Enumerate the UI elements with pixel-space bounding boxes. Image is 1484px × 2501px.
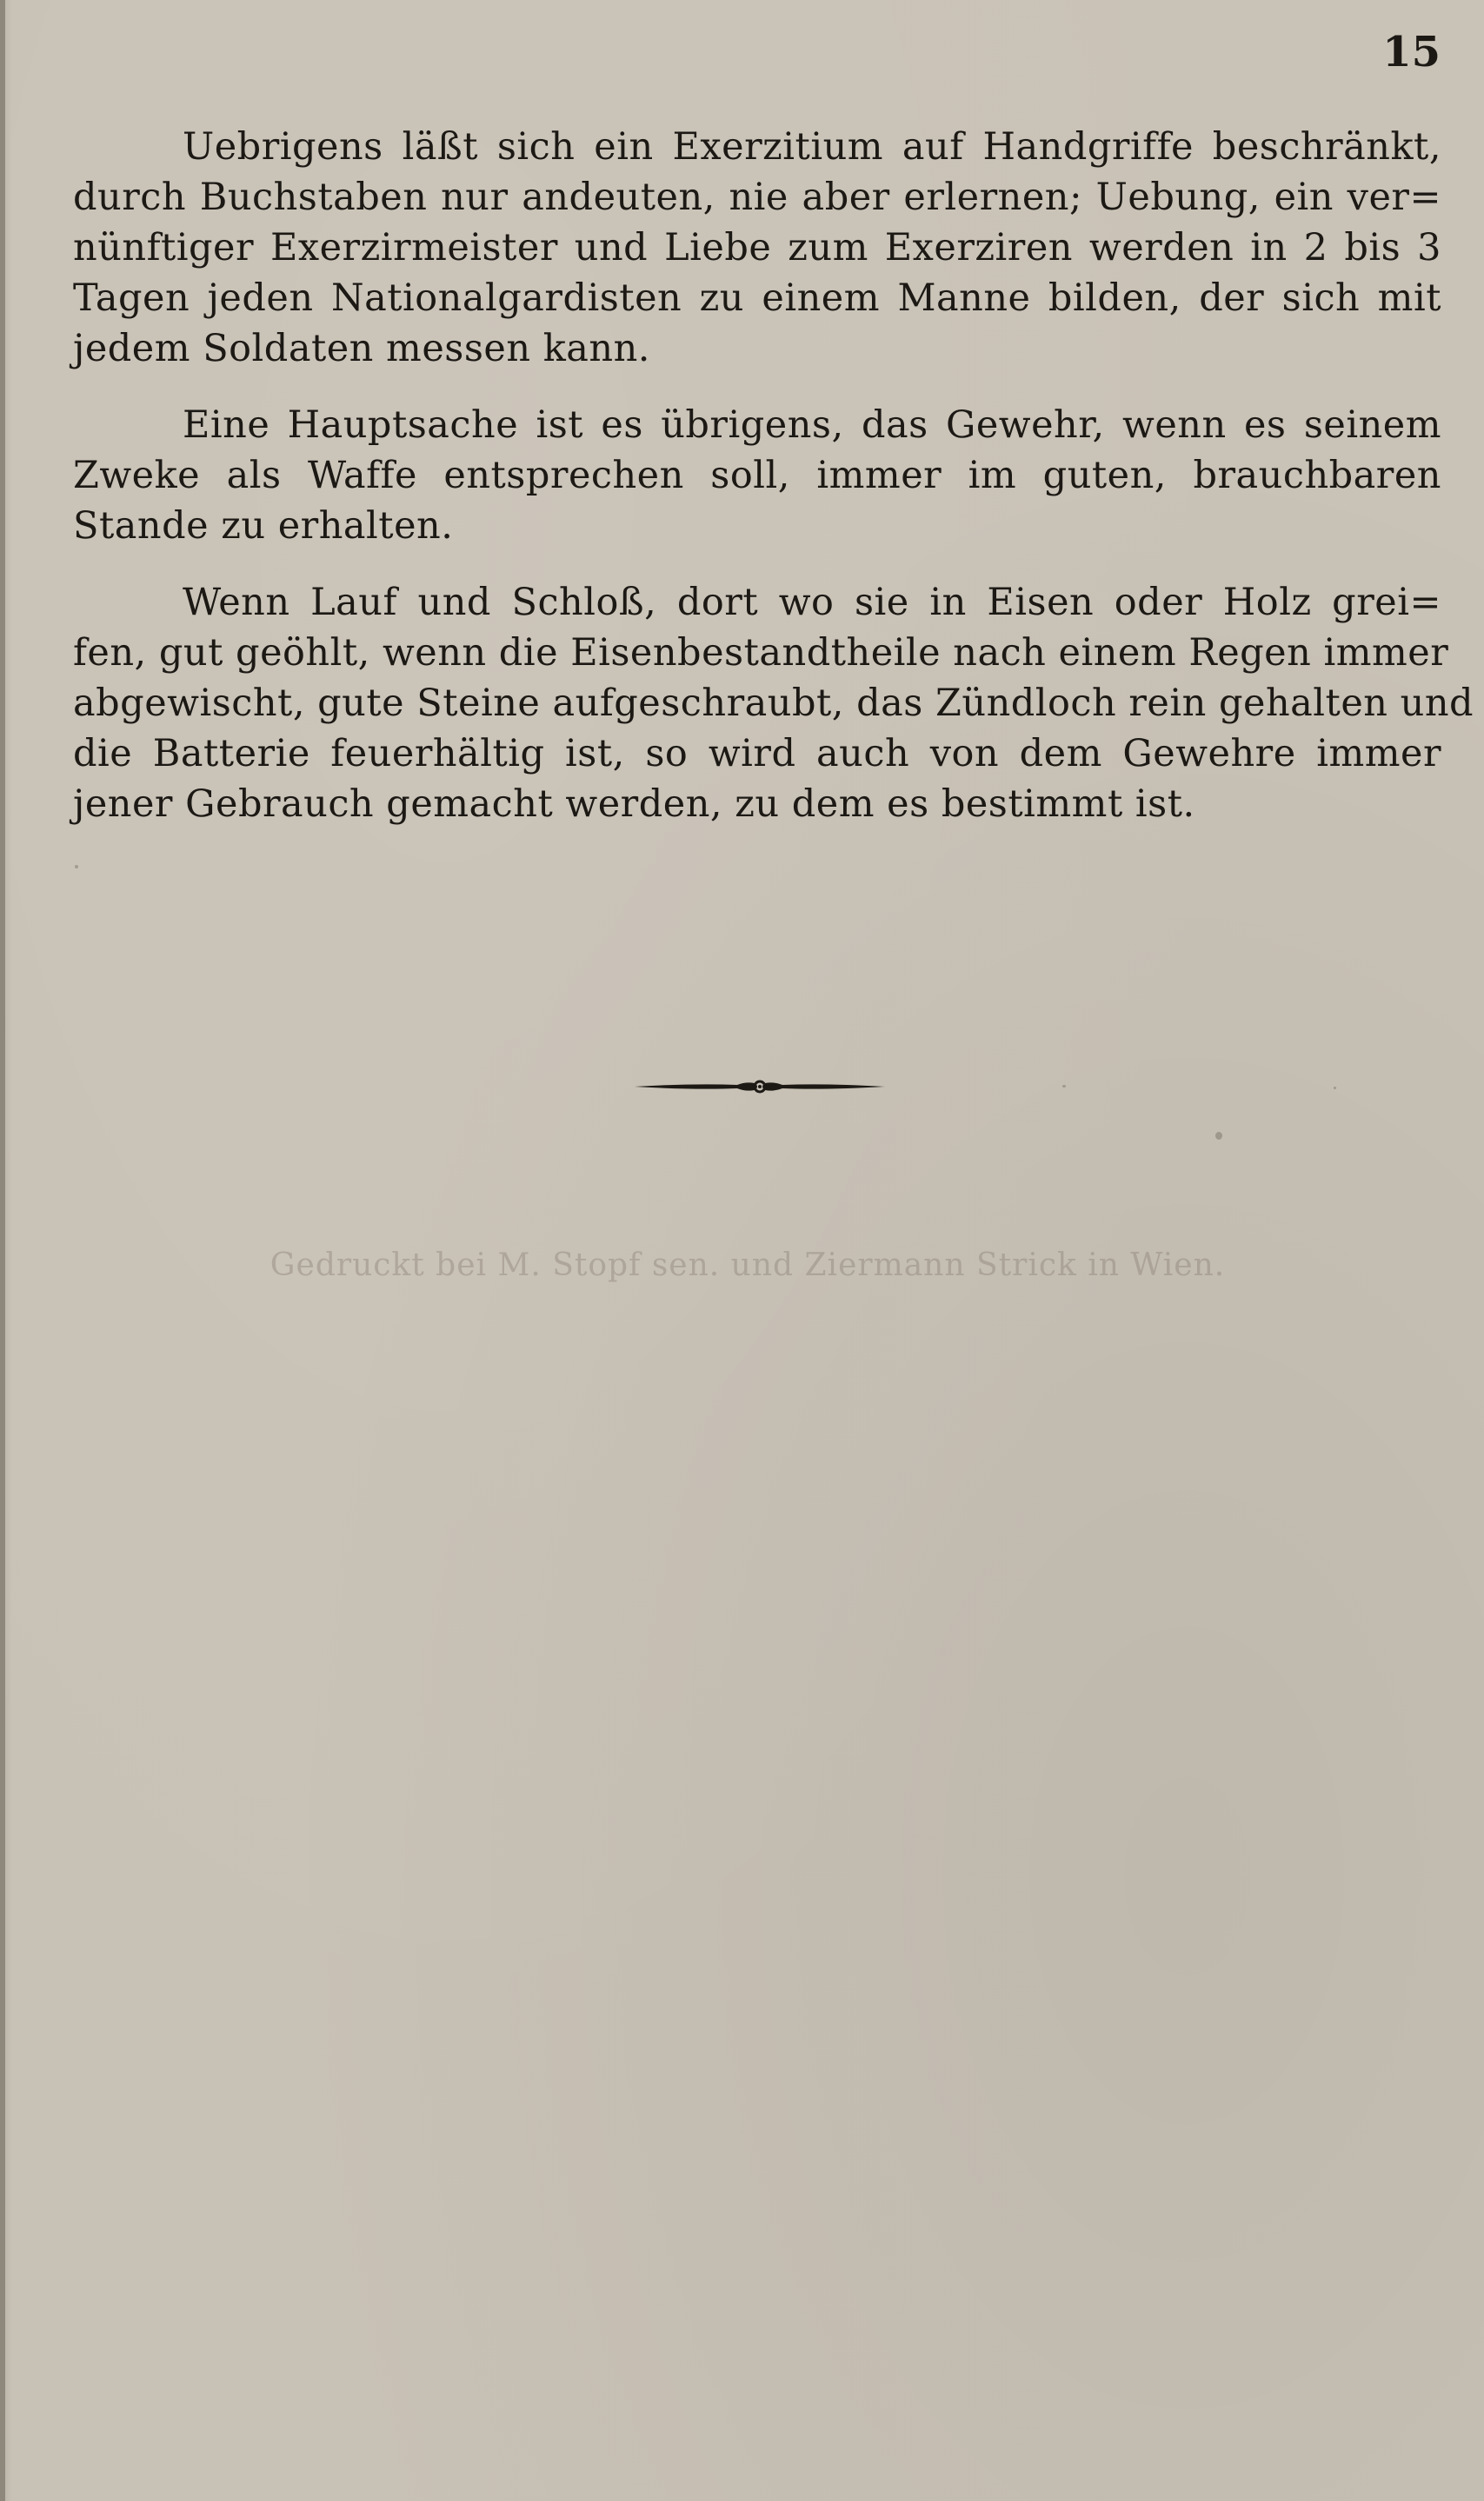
paragraph bbox=[73, 122, 1441, 374]
page-number: 15 bbox=[1382, 28, 1441, 76]
text-line: nünftiger Exerzirmeister und Liebe zum Exerziren werden in 2 bis 3 bbox=[73, 226, 1441, 269]
text-line: fen, gut geöhlt, wenn die Eisenbestandtheile nach einem Regen immer bbox=[73, 631, 1449, 675]
text-line: jener Gebrauch gemacht werden, zu dem es bestimmt ist. bbox=[73, 782, 1195, 826]
text-line: die Batterie feuerhältig ist, so wird auch von dem Gewehre immer bbox=[73, 732, 1441, 775]
text-line: Tagen jeden Nationalgardisten zu einem Manne bilden, der sich mit bbox=[73, 276, 1441, 320]
body-text bbox=[73, 122, 1474, 855]
paper-speck bbox=[1062, 1085, 1066, 1088]
paper-speck bbox=[75, 865, 78, 868]
paper-speck bbox=[1334, 1087, 1336, 1089]
page-edge-shadow bbox=[0, 0, 5, 2501]
text-line: durch Buchstaben nur andeuten, nie aber erlernen; Uebung, ein ver= bbox=[73, 176, 1441, 219]
text-line: abgewischt, gute Steine aufgeschraubt, das Zündloch rein gehalten und bbox=[73, 682, 1474, 725]
text-line: Stande zu erhalten. bbox=[73, 504, 454, 548]
text-line: Wenn Lauf und Schloß, dort wo sie in Eisen oder Holz grei= bbox=[183, 581, 1441, 624]
text-line: Eine Hauptsache ist es übrigens, das Gewehr, wenn es seinem bbox=[183, 403, 1441, 447]
paragraph bbox=[73, 577, 1474, 829]
text-line: Uebrigens läßt sich ein Exerzitium auf Handgriffe beschränkt, bbox=[183, 125, 1441, 169]
printer-imprint: Gedruckt bei M. Stopf sen. und Ziermann Strick in Wien. bbox=[270, 1247, 1226, 1283]
ornamental-divider-icon bbox=[633, 1071, 887, 1102]
paper-speck bbox=[1215, 1132, 1222, 1140]
text-line: Zweke als Waffe entsprechen soll, immer im guten, brauchbaren bbox=[73, 454, 1441, 497]
text-line: jedem Soldaten messen kann. bbox=[73, 327, 650, 370]
paragraph bbox=[73, 400, 1441, 551]
